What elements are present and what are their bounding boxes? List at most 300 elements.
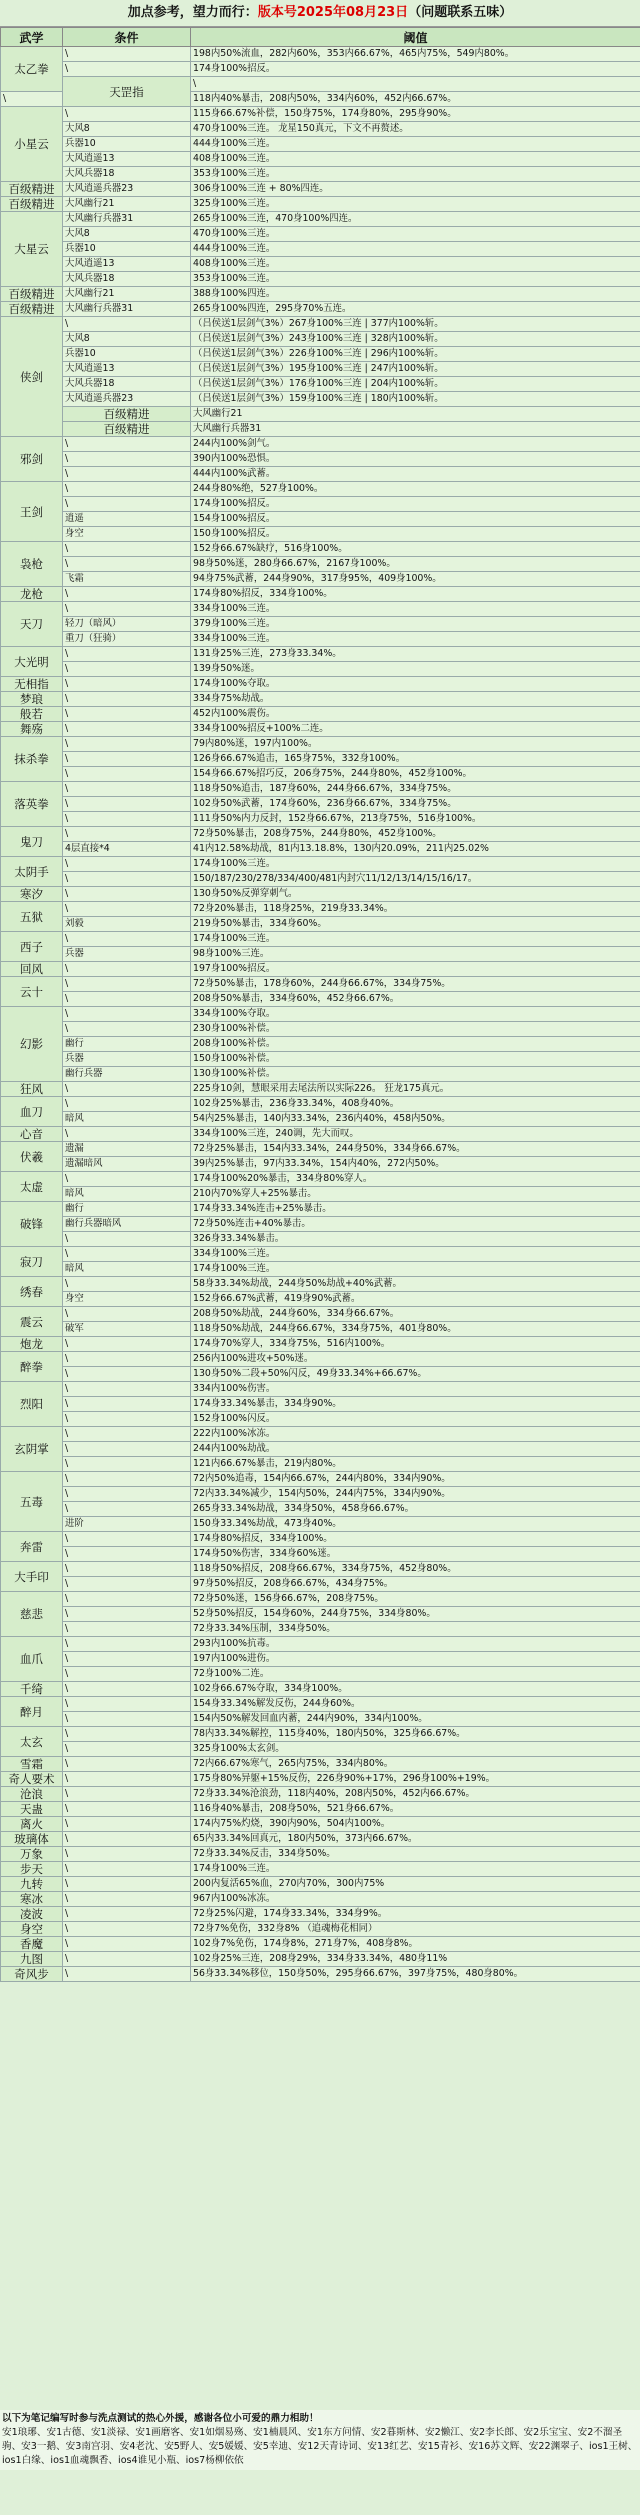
condition-cell: \: [63, 1727, 191, 1742]
table-row: [1, 302, 640, 317]
table-row: [1, 857, 640, 872]
threshold-cell: 967内100%冰冻。: [191, 1892, 640, 1907]
threshold-cell: 174身80%招反，334身100%。: [191, 1532, 640, 1547]
table-row: [1, 422, 640, 437]
art-name-cell: 抹杀拳: [1, 737, 63, 782]
threshold-cell: 39内25%暴击，97内33.34%，154内40%，272内50%。: [191, 1157, 640, 1172]
condition-cell: \: [63, 1907, 191, 1922]
threshold-cell: 102身66.67%夺取，334身100%。: [191, 1682, 640, 1697]
condition-cell: \: [63, 692, 191, 707]
table-row: [1, 872, 640, 887]
table-row: [1, 1352, 640, 1367]
art-name-cell: 无相指: [1, 677, 63, 692]
threshold-cell: 102身50%武蓄，174身60%，236身66.67%，334身75%。: [191, 797, 640, 812]
version-label: 版本号2025年08月23日: [257, 5, 409, 20]
art-name-cell: 心音: [1, 1127, 63, 1142]
condition-cell: \: [63, 1172, 191, 1187]
table-row: [1, 827, 640, 842]
threshold-cell: 265身100%四连，295身70%五连。: [191, 302, 640, 317]
table-row: [1, 1712, 640, 1727]
table-row: [1, 1952, 640, 1967]
table-row: [1, 77, 640, 92]
condition-cell: 大风兵器18: [63, 272, 191, 287]
condition-cell: \: [63, 452, 191, 467]
threshold-cell: 152身66.67%缺疗，516身100%。: [191, 542, 640, 557]
threshold-cell: 265身33.34%劫战，334身50%，458身66.67%。: [191, 1502, 640, 1517]
table-row: [1, 587, 640, 602]
condition-cell: 大风8: [63, 227, 191, 242]
art-name-cell: 百级精进: [63, 407, 191, 422]
table-row: [1, 617, 640, 632]
threshold-cell: 470身100%三连。 龙星150真元，下文不再赘述。: [191, 122, 640, 137]
table-row: [1, 362, 640, 377]
condition-cell: \: [63, 1592, 191, 1607]
condition-cell: \: [63, 857, 191, 872]
table-row: [1, 167, 640, 182]
art-name-cell: 震云: [1, 1307, 63, 1337]
condition-cell: \: [63, 1712, 191, 1727]
condition-cell: 进阶: [63, 1517, 191, 1532]
condition-cell: \: [63, 467, 191, 482]
art-name-cell: 天罡指: [63, 77, 191, 107]
art-name-cell: 百级精进: [1, 287, 63, 302]
table-row: [1, 467, 640, 482]
art-name-cell: 太乙拳: [1, 47, 63, 92]
threshold-cell: 72身33.34%反击，334身50%。: [191, 1847, 640, 1862]
threshold-cell: 72身25%闪避，174身33.34%，334身9%。: [191, 1907, 640, 1922]
condition-cell: \: [63, 1022, 191, 1037]
threshold-cell: 174身100%招反。: [191, 497, 640, 512]
art-name-cell: 小星云: [1, 107, 63, 182]
threshold-cell: 390内100%恐惧。: [191, 452, 640, 467]
threshold-cell: 54内25%暴击，140内33.34%，236内40%，458内50%。: [191, 1112, 640, 1127]
art-name-cell: 大星云: [1, 212, 63, 287]
table-row: [1, 377, 640, 392]
art-name-cell: 鬼刀: [1, 827, 63, 857]
table-row: [1, 242, 640, 257]
condition-cell: \: [63, 1742, 191, 1757]
table-row: [1, 962, 640, 977]
table-row: [1, 1757, 640, 1772]
art-name-cell: 绣春: [1, 1277, 63, 1307]
table-row: [1, 1937, 640, 1952]
table-row: [1, 542, 640, 557]
table-row: [1, 572, 640, 587]
condition-cell: 幽行: [63, 1037, 191, 1052]
threshold-cell: 52身50%招反，154身60%，244身75%，334身80%。: [191, 1607, 640, 1622]
art-name-cell: 慈悲: [1, 1592, 63, 1637]
table-row: [1, 797, 640, 812]
condition-cell: \: [63, 1787, 191, 1802]
threshold-cell: 175身80%异躯+15%反伤，226身90%+17%，296身100%+19%。: [191, 1772, 640, 1787]
threshold-cell: 210内70%穿人+25%暴击。: [191, 1187, 640, 1202]
condition-cell: \: [63, 1952, 191, 1967]
condition-cell: \: [191, 77, 640, 92]
threshold-cell: 102身25%暴击，236身33.34%，408身40%。: [191, 1097, 640, 1112]
table-row: [1, 1112, 640, 1127]
table-row: [1, 1052, 640, 1067]
threshold-cell: 174内75%灼烧，390内90%，504内100%。: [191, 1817, 640, 1832]
condition-cell: \: [63, 677, 191, 692]
art-name-cell: 千绮: [1, 1682, 63, 1697]
table-row: [1, 227, 640, 242]
table-row: [1, 1562, 640, 1577]
threshold-cell: 197身100%招反。: [191, 962, 640, 977]
table-row: [1, 1892, 640, 1907]
table-row: [1, 1442, 640, 1457]
threshold-cell: 208身50%劫战，244身60%，334身66.67%。: [191, 1307, 640, 1322]
table-row: [1, 1277, 640, 1292]
table-row: [1, 137, 640, 152]
condition-cell: \: [63, 1007, 191, 1022]
condition-cell: \: [63, 1472, 191, 1487]
condition-cell: \: [63, 902, 191, 917]
threshold-cell: 41内12.58%劫战，81内13.18.8%，130内20.09%，211内25.02%: [191, 842, 640, 857]
table-row: [1, 62, 640, 77]
condition-cell: 大风兵器18: [63, 377, 191, 392]
credits-names: 安1琅琊、安1古德、安1淡禄、安1画磨客、安1如烟易殇、安1楠晨风、安1东方问情、安2暮斯林、安2懒江、安2李长郎、安2乐宝宝、安2不溜圣驹、安3一鹅、安3南宫羽、安4老沈、安5野人、安5媛媛、安5幸迪、安12天青诗词、安13红艺、安15青衫、安16苏文辉、安22渊翠子、ios1王树、ios1白缘、ios1血魂飘香、ios4谁见小瓶、ios7杨柳依依: [2, 2427, 638, 2466]
threshold-cell: 152身100%闪反。: [191, 1412, 640, 1427]
header-contact: （问题联系五味）: [408, 5, 513, 20]
table-row: [1, 1967, 640, 1982]
table-row: [1, 1742, 640, 1757]
condition-cell: 大风逍遥兵器23: [63, 182, 191, 197]
table-row: [1, 632, 640, 647]
condition-cell: \: [63, 767, 191, 782]
art-name-cell: 回风: [1, 962, 63, 977]
threshold-cell: 58身33.34%劫战，244身50%劫战+40%武蓄。: [191, 1277, 640, 1292]
threshold-cell: 72内50%追毒，154内66.67%，244内80%，334内90%。: [191, 1472, 640, 1487]
table-row: [1, 1622, 640, 1637]
table-row: [1, 842, 640, 857]
threshold-cell: 198内50%流血，282内60%，353内66.67%，465内75%，549内80%。: [191, 47, 640, 62]
condition-cell: \: [63, 752, 191, 767]
art-name-cell: 百级精进: [1, 302, 63, 317]
table-row: [1, 707, 640, 722]
condition-cell: \: [63, 812, 191, 827]
threshold-cell: 334身100%三连。: [191, 632, 640, 647]
threshold-cell: 174身70%穿人，334身75%，516内100%。: [191, 1337, 640, 1352]
condition-cell: 大风8: [63, 122, 191, 137]
threshold-cell: 408身100%三连。: [191, 257, 640, 272]
condition-cell: 大风幽行21: [63, 197, 191, 212]
condition-cell: 暗风: [63, 1262, 191, 1277]
table-row: [1, 1007, 640, 1022]
condition-cell: 幽行兵器暗风: [63, 1217, 191, 1232]
art-name-cell: 破锋: [1, 1202, 63, 1247]
art-name-cell: 梦琅: [1, 692, 63, 707]
table-row: [1, 1667, 640, 1682]
condition-cell: \: [63, 737, 191, 752]
threshold-cell: 353身100%三连。: [191, 167, 640, 182]
threshold-cell: 222内100%冰冻。: [191, 1427, 640, 1442]
condition-cell: \: [63, 797, 191, 812]
art-name-cell: 凌波: [1, 1907, 63, 1922]
threshold-cell: 174身33.34%暴击，334身90%。: [191, 1397, 640, 1412]
threshold-cell: 130身100%补偿。: [191, 1067, 640, 1082]
table-row: [1, 1787, 640, 1802]
threshold-cell: 116身40%暴击，208身50%，521身66.67%。: [191, 1802, 640, 1817]
table-row: [1, 317, 640, 332]
condition-cell: \: [63, 1682, 191, 1697]
condition-cell: \: [63, 482, 191, 497]
condition-cell: \: [63, 977, 191, 992]
art-name-cell: 太虚: [1, 1172, 63, 1202]
table-row: [1, 1322, 640, 1337]
threshold-cell: 154身66.67%招巧反，206身75%，244身80%，452身100%。: [191, 767, 640, 782]
table-row: [1, 1487, 640, 1502]
threshold-cell: 72身50%暴击，178身60%，244身66.67%，334身75%。: [191, 977, 640, 992]
threshold-cell: 97身50%招反，208身66.67%，434身75%。: [191, 1577, 640, 1592]
table-row: [1, 1367, 640, 1382]
condition-cell: \: [63, 1442, 191, 1457]
threshold-cell: 230身100%补偿。: [191, 1022, 640, 1037]
page-header: [0, 0, 640, 27]
art-name-cell: 寒汐: [1, 887, 63, 902]
condition-cell: \: [63, 1817, 191, 1832]
threshold-cell: 72身100%二连。: [191, 1667, 640, 1682]
table-row: [1, 1412, 640, 1427]
condition-cell: 暗风: [63, 1112, 191, 1127]
art-name-cell: 百级精进: [1, 197, 63, 212]
condition-cell: \: [63, 557, 191, 572]
condition-cell: 幽行兵器: [63, 1067, 191, 1082]
table-row: [1, 1127, 640, 1142]
table-row: [1, 197, 640, 212]
condition-cell: \: [63, 602, 191, 617]
table-row: [1, 512, 640, 527]
table-row: [1, 812, 640, 827]
threshold-cell: 98身100%三连。: [191, 947, 640, 962]
condition-cell: \: [63, 1772, 191, 1787]
threshold-cell: 150/187/230/278/334/400/481内封穴11/12/13/14/15/16/17。: [191, 872, 640, 887]
threshold-cell: 154身100%招反。: [191, 512, 640, 527]
threshold-cell: 102身7%免伤，174身8%，271身7%，408身8%。: [191, 1937, 640, 1952]
table-row: [1, 677, 640, 692]
threshold-cell: 353身100%三连。: [191, 272, 640, 287]
condition-cell: \: [63, 722, 191, 737]
condition-cell: 兵器10: [63, 137, 191, 152]
condition-cell: 大风逍遥13: [63, 152, 191, 167]
table-row: [1, 482, 640, 497]
threshold-cell: 470身100%三连。: [191, 227, 640, 242]
threshold-cell: 115身66.67%补偿，150身75%，174身80%，295身90%。: [191, 107, 640, 122]
condition-cell: \: [63, 1547, 191, 1562]
art-name-cell: 大光明: [1, 647, 63, 677]
condition-cell: \: [63, 1862, 191, 1877]
table-row: [1, 992, 640, 1007]
art-name-cell: 奇人要术: [1, 1772, 63, 1787]
condition-cell: 大风幽行兵器31: [63, 302, 191, 317]
condition-cell: \: [63, 872, 191, 887]
threshold-cell: 131身25%三连，273身33.34%。: [191, 647, 640, 662]
condition-cell: \: [63, 107, 191, 122]
condition-cell: \: [63, 1457, 191, 1472]
threshold-cell: 72内66.67%寒气，265内75%，334内80%。: [191, 1757, 640, 1772]
table-header-row: [1, 28, 640, 47]
table-row: [1, 932, 640, 947]
threshold-cell: 118身50%劫战，244身66.67%，334身75%，401身80%。: [191, 1322, 640, 1337]
art-name-cell: 醉拳: [1, 1352, 63, 1382]
condition-cell: \: [63, 1757, 191, 1772]
art-name-cell: 身空: [1, 1922, 63, 1937]
condition-cell: \: [63, 1667, 191, 1682]
threshold-cell: 265身100%三连，470身100%四连。: [191, 212, 640, 227]
condition-cell: \: [63, 1097, 191, 1112]
art-name-cell: 沧浪: [1, 1787, 63, 1802]
table-row: [1, 1022, 640, 1037]
condition-cell: \: [63, 1562, 191, 1577]
threshold-cell: 326身33.34%暴击。: [191, 1232, 640, 1247]
threshold-cell: 118身50%招反，208身66.67%，334身75%，452身80%。: [191, 1562, 640, 1577]
table-row: [1, 1502, 640, 1517]
table-row: [1, 1067, 640, 1082]
threshold-cell: 444身100%三连。: [191, 242, 640, 257]
condition-cell: \: [63, 662, 191, 677]
condition-cell: \: [63, 1232, 191, 1247]
art-name-cell: 舞殇: [1, 722, 63, 737]
condition-cell: \: [63, 1802, 191, 1817]
condition-cell: 大风幽行兵器31: [63, 212, 191, 227]
threshold-cell: 118内40%暴击，208内50%，334内60%，452内66.67%。: [191, 92, 640, 107]
threshold-cell: 174身100%三连。: [191, 1862, 640, 1877]
threshold-cell: 174身80%招反，334身100%。: [191, 587, 640, 602]
table-row: [1, 737, 640, 752]
condition-cell: 飞霜: [63, 572, 191, 587]
condition-cell: \: [63, 1877, 191, 1892]
table-row: [1, 152, 640, 167]
table-row: [1, 1472, 640, 1487]
table-row: [1, 782, 640, 797]
condition-cell: \: [63, 647, 191, 662]
threshold-cell: 219身50%暴击，334身60%。: [191, 917, 640, 932]
art-name-cell: 万象: [1, 1847, 63, 1862]
condition-cell: \: [63, 1502, 191, 1517]
threshold-cell: 174身100%夺取。: [191, 677, 640, 692]
table-row: [1, 347, 640, 362]
table-row: [1, 1847, 640, 1862]
condition-cell: \: [63, 47, 191, 62]
threshold-cell: 208身50%暴击，334身60%，452身66.67%。: [191, 992, 640, 1007]
condition-cell: \: [63, 497, 191, 512]
art-name-cell: 太玄: [1, 1727, 63, 1757]
table-row: [1, 1922, 640, 1937]
table-body: [1, 47, 640, 1982]
condition-cell: \: [63, 1577, 191, 1592]
threshold-cell: 154身33.34%解发反伤，244身60%。: [191, 1697, 640, 1712]
threshold-cell: 334身100%三连，240调，先大而叹。: [191, 1127, 640, 1142]
table-row: [1, 1862, 640, 1877]
art-name-cell: 天刀: [1, 602, 63, 647]
threshold-cell: 334内100%伤害。: [191, 1382, 640, 1397]
condition-cell: \: [63, 827, 191, 842]
threshold-cell: 334身100%招反+100%二连。: [191, 722, 640, 737]
threshold-cell: 244身80%绝，527身100%。: [191, 482, 640, 497]
art-name-cell: 五毒: [1, 1472, 63, 1532]
threshold-cell: 72身20%暴击，118身25%，219身33.34%。: [191, 902, 640, 917]
condition-cell: \: [63, 1082, 191, 1097]
condition-cell: 身空: [63, 1292, 191, 1307]
table-row: [1, 1457, 640, 1472]
condition-cell: 幽行: [63, 1202, 191, 1217]
art-name-cell: 醉月: [1, 1697, 63, 1727]
threshold-cell: 72身50%连击+40%暴击。: [191, 1217, 640, 1232]
condition-cell: 兵器10: [63, 347, 191, 362]
condition-cell: 逍遥: [63, 512, 191, 527]
threshold-cell: （吕侯送1层剑气3%）195身100%三连 | 247内100%斩。: [191, 362, 640, 377]
table-row: [1, 437, 640, 452]
condition-cell: \: [63, 1922, 191, 1937]
table-row: [1, 767, 640, 782]
threshold-cell: 94身75%武蓄，244身90%，317身95%，409身100%。: [191, 572, 640, 587]
art-name-cell: 烈阳: [1, 1382, 63, 1427]
condition-cell: \: [63, 1427, 191, 1442]
threshold-cell: 72身25%暴击，154内33.34%，244身50%，334身66.67%。: [191, 1142, 640, 1157]
art-name-cell: 大手印: [1, 1562, 63, 1592]
condition-cell: \: [63, 437, 191, 452]
threshold-cell: 174身100%三连。: [191, 932, 640, 947]
condition-cell: \: [63, 1247, 191, 1262]
condition-cell: 刘毅: [63, 917, 191, 932]
condition-cell: 暗风: [63, 1187, 191, 1202]
condition-cell: 遗漏: [63, 1142, 191, 1157]
condition-cell: \: [63, 1277, 191, 1292]
art-name-cell: 百级精进: [63, 422, 191, 437]
condition-cell: \: [63, 1832, 191, 1847]
threshold-cell: 174身33.34%连击+25%暴击。: [191, 1202, 640, 1217]
art-name-cell: 幻影: [1, 1007, 63, 1082]
threshold-cell: 334身100%三连。: [191, 1247, 640, 1262]
art-name-cell: 九图: [1, 1952, 63, 1967]
condition-cell: 兵器10: [63, 242, 191, 257]
condition-cell: 4层直接*4: [63, 842, 191, 857]
table-row: [1, 1532, 640, 1547]
threshold-cell: 208身100%补偿。: [191, 1037, 640, 1052]
table-row: [1, 122, 640, 137]
threshold-cell: 150身33.34%劫战，473身40%。: [191, 1517, 640, 1532]
table-row: [1, 1292, 640, 1307]
art-name-cell: 伏羲: [1, 1142, 63, 1172]
table-row: [1, 1802, 640, 1817]
threshold-cell: 121内66.67%暴击，219内80%。: [191, 1457, 640, 1472]
threshold-cell: 444内100%武蓄。: [191, 467, 640, 482]
threshold-cell: 65内33.34%回真元，180内50%，373内66.67%。: [191, 1832, 640, 1847]
table-row: [1, 917, 640, 932]
credits-intro: 以下为笔记编写时参与洗点测试的热心外援，感谢各位小可爱的鼎力相助！: [2, 2413, 319, 2424]
table-row: [1, 1682, 640, 1697]
condition-cell: \: [63, 1367, 191, 1382]
threshold-cell: 244内100%剑气。: [191, 437, 640, 452]
threshold-cell: 111身50%内力反封，152身66.67%，213身75%，516身100%。: [191, 812, 640, 827]
threshold-cell: 174身100%三连。: [191, 1262, 640, 1277]
table-row: [1, 287, 640, 302]
table-row: [1, 1142, 640, 1157]
condition-cell: \: [63, 992, 191, 1007]
art-name-cell: 般若: [1, 707, 63, 722]
condition-cell: \: [63, 1352, 191, 1367]
art-name-cell: 步天: [1, 1862, 63, 1877]
table-row: [1, 1157, 640, 1172]
threshold-cell: 379身100%三连。: [191, 617, 640, 632]
condition-cell: \: [63, 1337, 191, 1352]
martial-arts-table: [0, 27, 640, 1982]
table-row: [1, 332, 640, 347]
condition-cell: \: [63, 1127, 191, 1142]
condition-cell: 破军: [63, 1322, 191, 1337]
art-name-cell: 血爪: [1, 1637, 63, 1682]
threshold-cell: 102身25%三连，208身29%，334身33.34%，480身11%: [191, 1952, 640, 1967]
threshold-cell: 139身50%迷。: [191, 662, 640, 677]
